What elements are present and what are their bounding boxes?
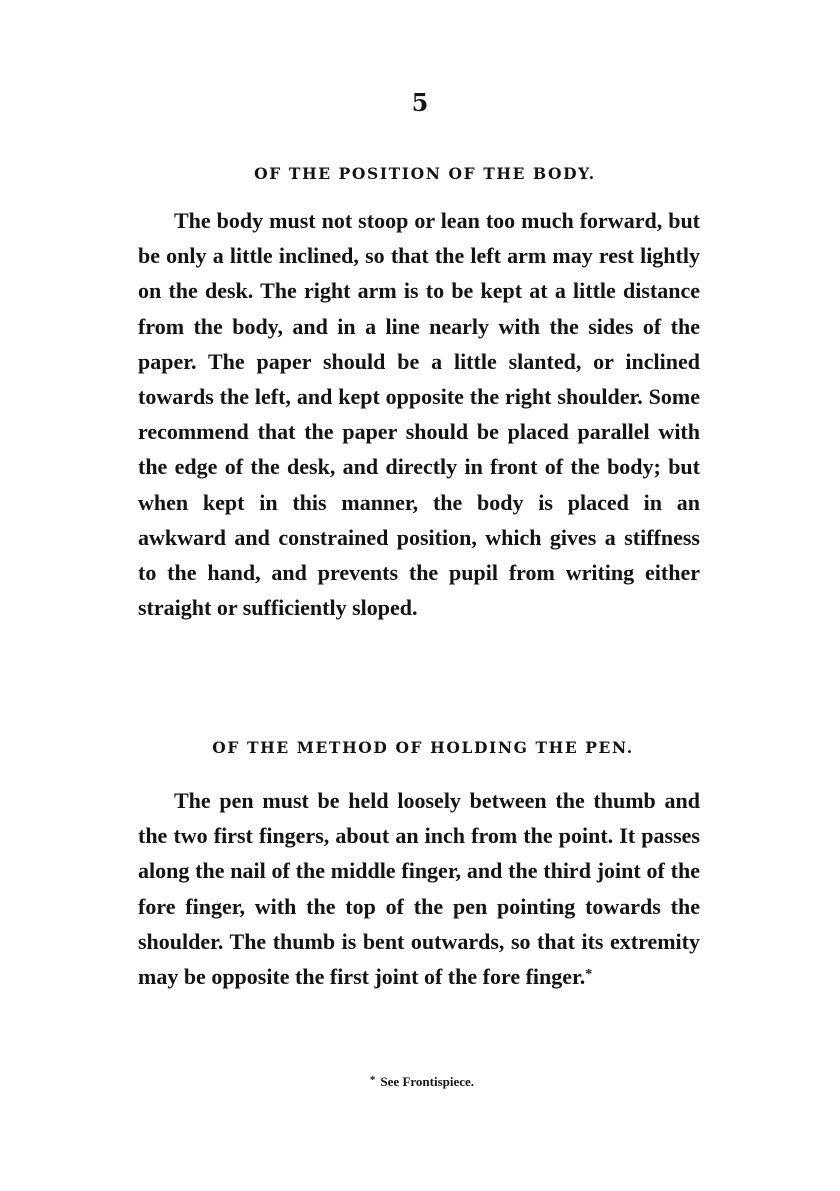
footnote (0, 1071, 840, 1091)
page-number: 5 (411, 88, 429, 117)
footnote-symbol: * (369, 1074, 376, 1086)
paragraph-position-of-body (138, 203, 700, 625)
footnote-reference-mark[interactable]: * (585, 967, 593, 983)
section-heading-holding-pen: OF THE METHOD OF HOLDING THE PEN. (212, 738, 634, 757)
footnote-text: See Frontispiece. (380, 1074, 475, 1089)
paragraph-text: The pen must be held loosely between the thumb and the two first fingers, about an inch from the point. It passes along the nail of the middle finger, and the third joint of the fore finger, with the top of the pen pointing towards the shoulder. The thumb is bent outwards, so that its extremity may be opposite the first joint of the fore finger. (138, 788, 700, 990)
paragraph-text: The body must not stoop or lean too much forward, but be only a little inclined, so that the left arm may rest lightly on the desk. The right arm is to be kept at a little distance from the body, and in a line nearly with the sides of the paper. The paper should be a little slanted, or inclined towards the left, and kept opposite the right shoulder. Some recommend that the paper should be placed parallel with the edge of the desk, and directly in front of the body; but when kept in this manner, the body is placed in an awkward and constrained position, which gives a stiffness to the hand, and prevents the pupil from writing either straight or sufficiently sloped. (138, 208, 700, 621)
section-heading-position-of-body: OF THE POSITION OF THE BODY. (254, 164, 596, 183)
paragraph-text-wrapper (138, 783, 700, 994)
paragraph-holding-pen (138, 783, 700, 994)
